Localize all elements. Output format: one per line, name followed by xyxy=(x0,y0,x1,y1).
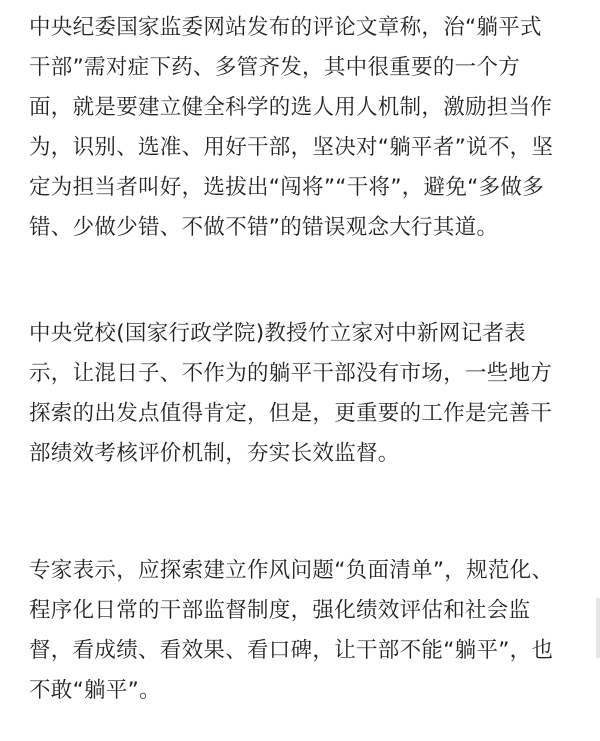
paragraph-line: 面，就是要建立健全科学的选人用人机制，激励担当作 xyxy=(29,95,553,120)
paragraph-line: 部绩效考核评价机制，夯实长效监督。 xyxy=(29,441,400,466)
paragraph-line: 示，让混日子、不作为的躺平干部没有市场，一些地方 xyxy=(29,361,553,386)
paragraph-line: 定为担当者叫好，选拔出“闯将”“干将”，避免“多做多 xyxy=(29,175,544,200)
paragraph-line: 为，识别、选准、用好干部，坚决对“躺平者”说不，坚 xyxy=(29,135,554,160)
paragraph-1 xyxy=(29,8,553,248)
paragraph-line: 中央党校(国家行政学院)教授竹立家对中新网记者表 xyxy=(29,321,526,346)
paragraph-line: 错、少做少错、不做不错”的错误观念大行其道。 xyxy=(29,215,499,240)
paragraph-line: 探索的出发点值得肯定，但是，更重要的工作是完善干 xyxy=(29,401,553,426)
paragraph-line: 程序化日常的干部监督制度，强化绩效评估和社会监 xyxy=(29,598,531,623)
paragraph-line: 督，看成绩、看效果、看口碑，让干部不能“躺平”，也 xyxy=(29,638,554,663)
paragraph-line: 专家表示，应探索建立作风问题“负面清单”，规范化、 xyxy=(29,558,554,583)
paragraph-line: 干部”需对症下药、多管齐发，其中很重要的一个方 xyxy=(29,55,521,80)
paragraph-line: 不敢“躺平”。 xyxy=(29,678,161,703)
paragraph-2 xyxy=(29,314,552,474)
scrollbar-thumb[interactable] xyxy=(596,598,600,658)
paragraph-line: 中央纪委国家监委网站发布的评论文章称，治“躺平式 xyxy=(29,15,542,40)
paragraph-3 xyxy=(29,551,553,711)
